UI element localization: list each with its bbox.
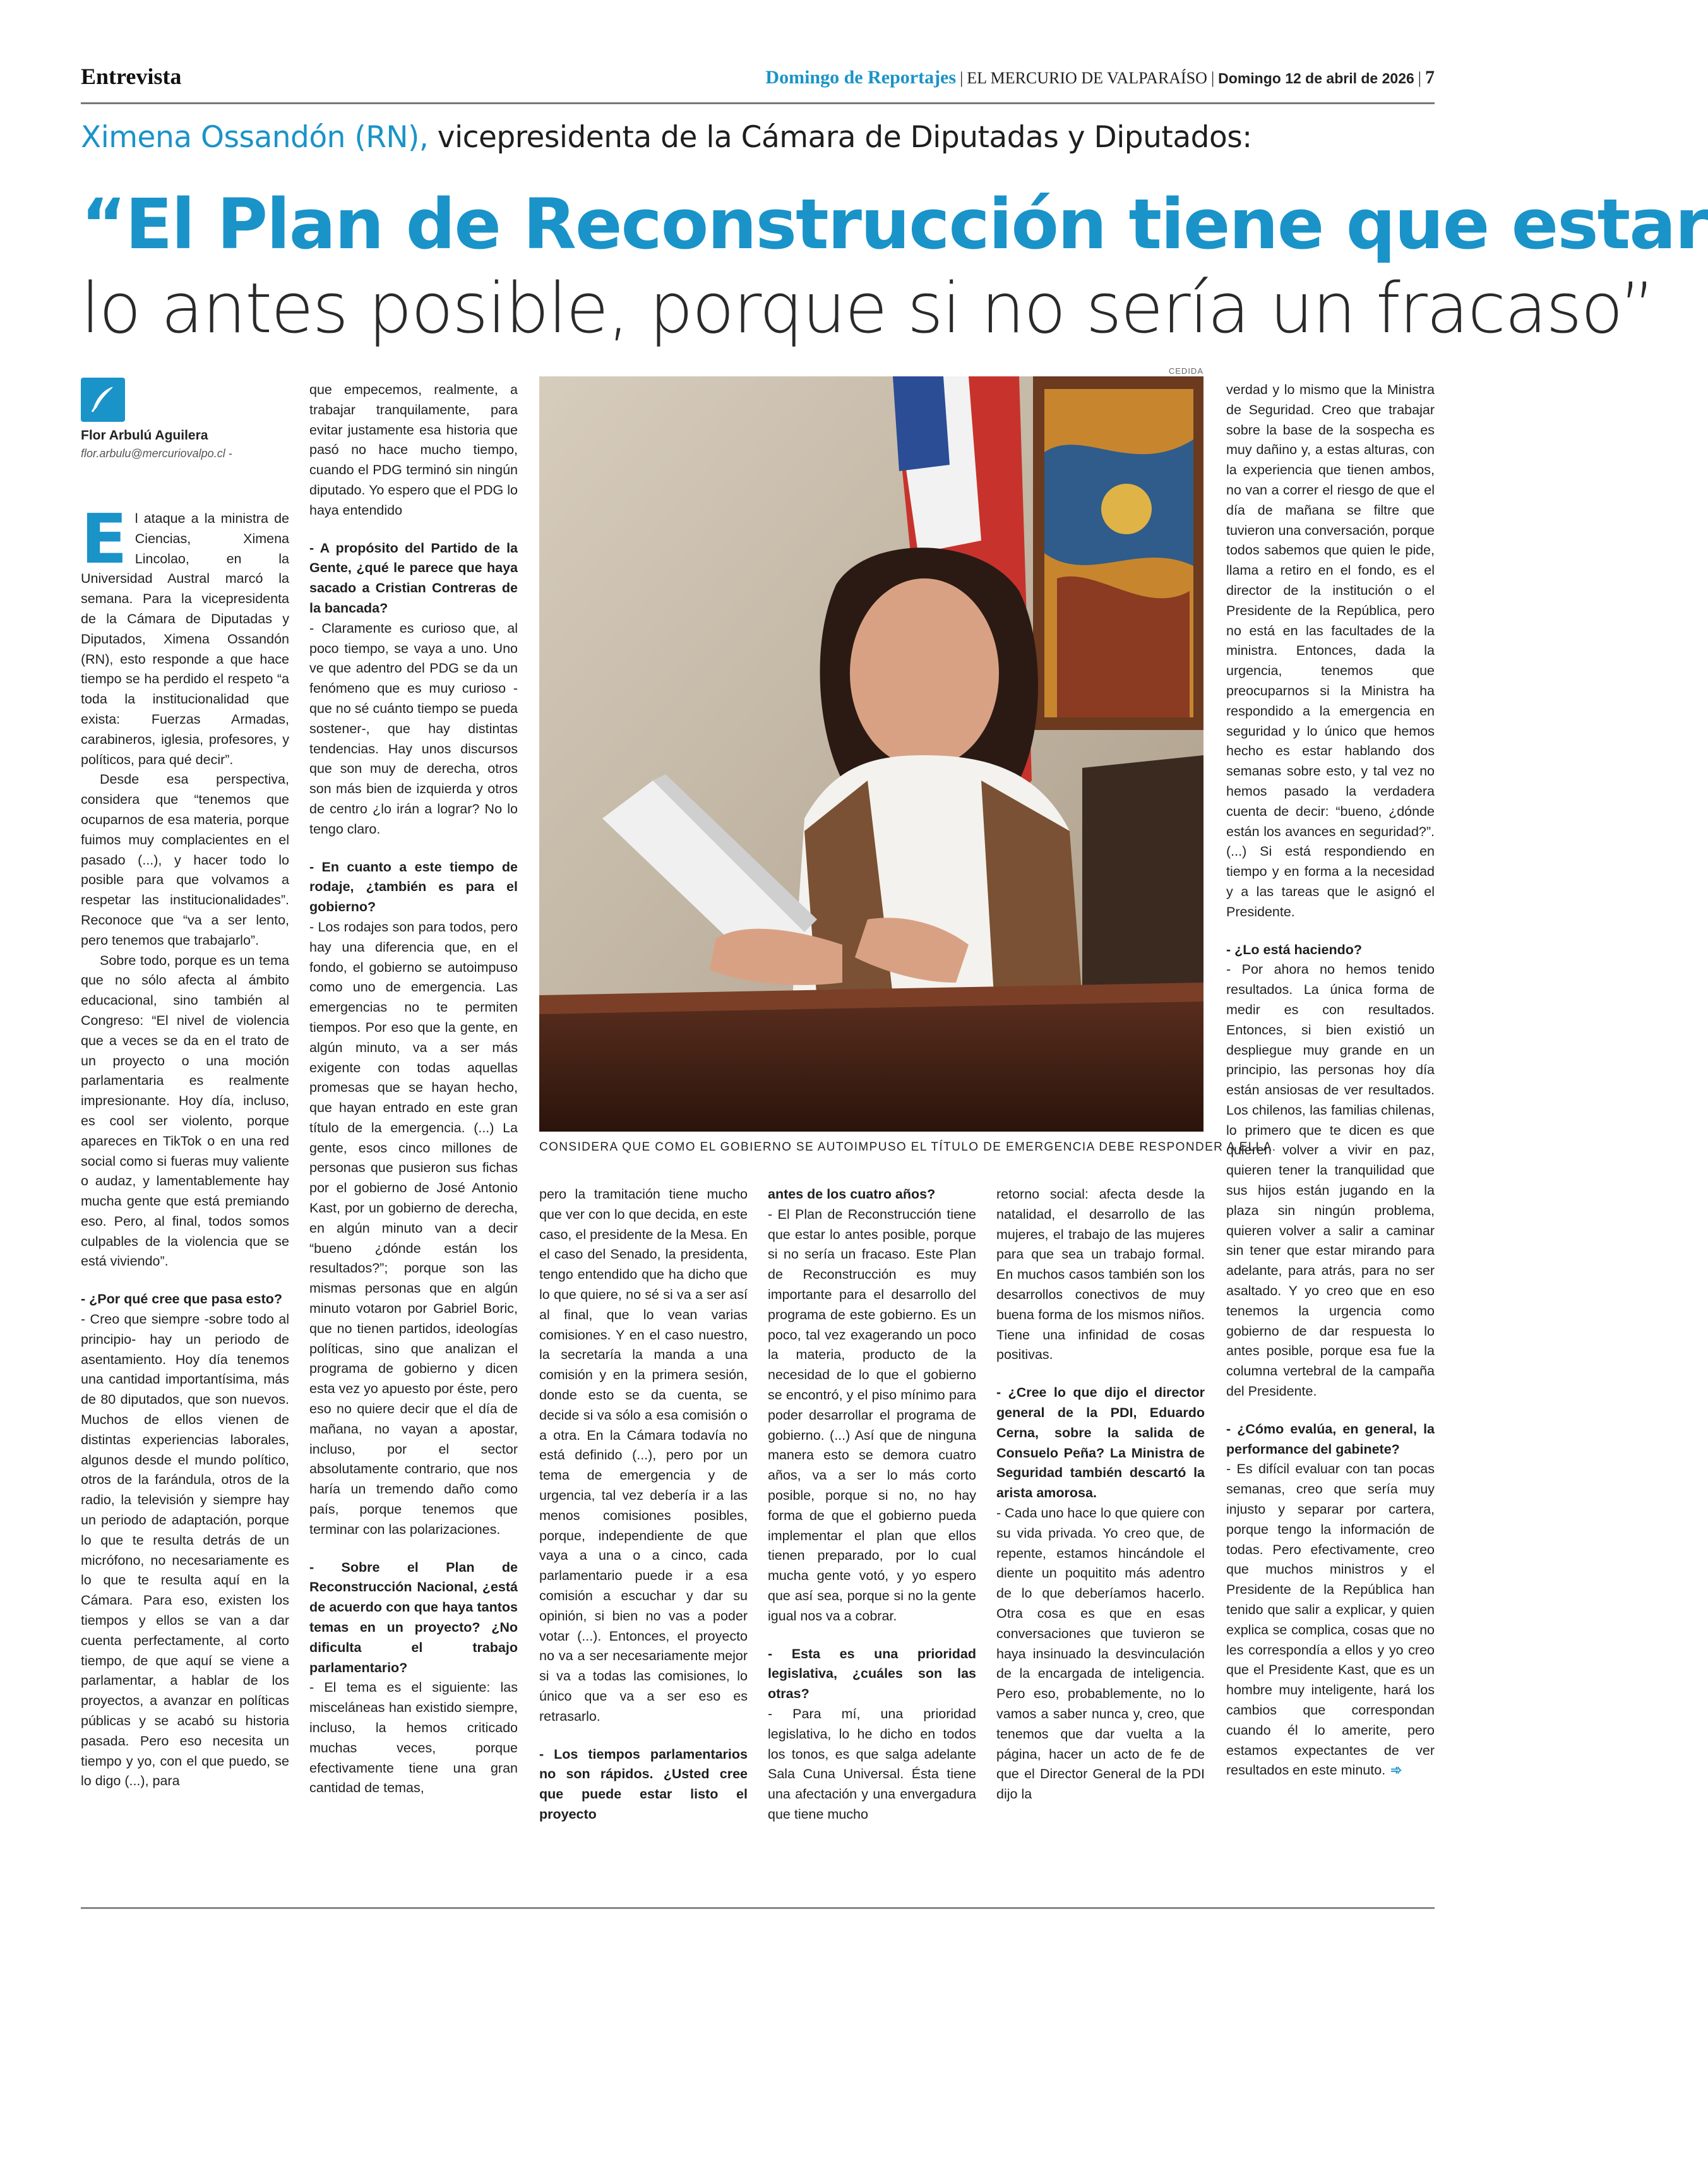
page-number: 7 (1425, 67, 1435, 88)
headline (81, 183, 1708, 351)
interview-question: - Esta es una prioridad legislativa, ¿cuáles son las otras? (768, 1646, 976, 1702)
end-arrow-icon: ➾ (1390, 1762, 1402, 1778)
interview-answer (1226, 1459, 1435, 1781)
article-column-4 (768, 1185, 976, 1825)
headline-line-1: “El Plan de Reconstrucción tiene que estar (81, 184, 1708, 265)
footer-rule (81, 1907, 1435, 1909)
interview-question: - ¿Cree lo que dijo el director general de la PDI, Eduardo Cerna, sobre la salida de Consuelo Peña? La Ministra de Seguridad también descartó la arista amorosa. (996, 1385, 1205, 1501)
interview-answer: - Creo que siempre -sobre todo al principio- hay un periodo de asentamiento. Hoy día tenemos una cantidad importantísima, más de 80 diputados, que son nuevos. Muchos de ellos vienen de distintas experiencias laborales, algunos desde el mundo político, otros de la farándula, otros de la radio, la televisión y siempre hay un periodo de adaptación, porque lo que te resulta detrás de un micrófono, no necesariamente es lo que te resulta aquí en la Cámara. Para eso, existen los tiempos y ellos se van a dar cuenta perfectamente, al corto tiempo, de que aquí se viene a parlamentar, a hablar de los proyectos, a avanzar en políticas públicas y se acabó su historia pasada. Pero eso necesita un tiempo y yo, con el que puedo, se lo digo (...), para (81, 1312, 289, 1789)
paragraph: retorno social: afecta desde la natalidad, el desarrollo de las mujeres, el trabajo de las mujeres para que sea un trabajo formal. En muchos casos también son los desarrollos conectivos de muy buena forma de los mismos niños. Tiene una infinidad de cosas positivas. (996, 1187, 1205, 1363)
article-column-3 (539, 1185, 748, 1825)
portrait-illustration (539, 376, 1203, 1132)
interview-answer: - El tema es el siguiente: las misceláneas han existido siempre, incluso, la hemos criticado muchas veces, porque efectivamente tiene una gran cantidad de temas, (309, 1680, 518, 1796)
author-email[interactable]: flor.arbulu@mercuriovalpo.cl - (81, 447, 232, 460)
answer-text: - Es difícil evaluar con tan pocas semanas, creo que sería muy injusto y separar por cartera, porque tengo la información de todas. Pero efectivamente, creo que muchos ministros y el Presidente de la República han tenido que salir a explicar, y quien explica se complica, cosas que no les correspondía a ellos y yo creo que el Presidente Kast, que es un hombre muy inteligente, hará los cambios que correspondan cuando él lo amerite, pero estamos expectantes de ver resultados en este minuto. (1226, 1461, 1435, 1778)
interview-answer: - Los rodajes son para todos, pero hay una diferencia que, en el fondo, el gobierno se autoimpuso como uno de emergencia. Las emergencias no te permiten tiempos. Por eso que la gente, en algún minuto, va a ser más exigente con todas aquellas promesas que se hayan hecho, que hayan entrado en este gran título de la emergencia. (...) La gente, esos cinco millones de personas que pusieron sus fichas por el gobierno de José Antonio Kast, por un gobierno de derecha, en algún minuto van a decir “bueno ¿dónde están los resultados?”; porque son las mismas personas que en algún minuto votaron por Gabriel Boric, que no tienen partidos, ideologías políticas, sino que analizan el programa de gobierno y dicen esta vez yo apuesto por éste, pero eso no quiere decir que el día de mañana, no vayan a apostar, incluso, por el sector absolutamente contrario, que nos haría un tremendo daño como país, porque tenemos que terminar con las polarizaciones. (309, 919, 518, 1537)
article-column-1 (81, 500, 289, 1792)
kicker-name: Ximena Ossandón (RN), (81, 120, 429, 155)
paragraph: l ataque a la ministra de Ciencias, Ximena Lincolao, en la Universidad Austral marcó la semana. Para la vicepresidenta de la Cámara de Diputadas y Diputados, Ximena Ossandón (RN), esto responde a que hace tiempo se ha perdido el respeto “a toda la institucionalidad que exista: Fuerzas Armadas, carabineros, iglesia, profesores, y políticos, para qué decir”. (81, 511, 289, 767)
paragraph: que empecemos, realmente, a trabajar tranquilamente, para evitar justamente esa historia que pasó no hace mucho tiempo, cuando el PDG terminó sin ningún diputado. Yo espero que el PDG lo haya entendido (309, 382, 518, 518)
interview-question: - Sobre el Plan de Reconstrucción Nacional, ¿está de acuerdo con que haya tantos temas en un proyecto? ¿No dificulta el trabajo parlamentario? (309, 1559, 518, 1675)
section-label: Entrevista (81, 64, 182, 89)
article-column-5 (996, 1185, 1205, 1805)
interview-question: antes de los cuatro años? (768, 1187, 936, 1202)
interview-question: - ¿Lo está haciendo? (1226, 942, 1363, 957)
separator: | (1210, 69, 1215, 87)
page-header (81, 61, 1435, 99)
separator: | (1418, 69, 1421, 87)
article-column-2 (309, 380, 518, 1798)
portrait-photo (539, 376, 1203, 1132)
photo-caption: CONSIDERA QUE COMO EL GOBIERNO SE AUTOIMPUSO EL TÍTULO DE EMERGENCIA DEBE RESPONDER A ELLA. (539, 1140, 1277, 1154)
paragraph: pero la tramitación tiene mucho que ver con lo que decida, en este caso, el presidente de la Mesa. En el caso del Senado, la presidenta, tengo entendido que ha dicho que lo que quiere, no sé si va a ser así al final, que lo vean varias comisiones. Y en el caso nuestro, la secretaría la manda a una comisión y en la primera sesión, donde esto se da cuenta, se decide si va sólo a esa comisión o a otra. En la Cámara todavía no está definido (...), pero por un tema de emergencia y de urgencia, tal vez debería ir a las menos comisiones posibles, porque, independiente de que vaya a una o a cinco, cada parlamentario puede ir a esa comisión a escuchar y dar su opinión, si bien no vas a poder votar (...). Entonces, el proyecto no va a ser necesariamente mejor si va a todas las comisiones, lo único que va a ser eso es retrasarlo. (539, 1187, 748, 1724)
interview-question: - En cuanto a este tiempo de rodaje, ¿también es para el gobierno? (309, 859, 518, 915)
headline-line-2: lo antes posible, porque si no sería un fracaso” (81, 268, 1654, 349)
paragraph: verdad y lo mismo que la Ministra de Seguridad. Creo que trabajar sobre la base de la sospecha es muy dañino y, a estas alturas, con la experiencia que tienen ambos, no van a correr el riesgo de que el día de mañana se filtre que tuvieron una conversación, porque todos sabemos que quien le pide, llama a retiro en el fondo, es el director de la institución o el Presidente de la República, pero no está en las facultades de la ministra. Entonces, dada la urgencia, tenemos que preocuparnos si la Ministra ha respondido a la emergencia en seguridad y lo único que hemos hecho es estar hablando dos semanas sobre esto, y tal vez no hemos pasado la verdadera cuenta de decir: “bueno, ¿dónde están los avances en seguridad?”. (...) Si está respondiendo en tiempo y en forma a la necesidad y a las tareas que le asignó el Presidente. (1226, 382, 1435, 919)
interview-answer: - Claramente es curioso que, al poco tiempo, se vaya a uno. Uno ve que adentro del PDG se da un fenómeno que es muy curioso - que no sé cuánto tiempo se pueda sostener-, que hay distintas tendencias. Hay unos discursos que son muy de derecha, otros son más bien de izquierda y otros de centro ¿lo irán a lograr? No lo tengo claro. (309, 620, 518, 837)
masthead (765, 67, 1435, 88)
header-rule (81, 102, 1435, 104)
photo-credit: CEDIDA (1168, 366, 1203, 376)
interview-question: - ¿Cómo evalúa, en general, la performance del gabinete? (1226, 1421, 1435, 1457)
brand-name: Domingo de Reportajes (765, 67, 957, 88)
separator: | (960, 69, 964, 87)
issue-date: Domingo 12 de abril de 2026 (1218, 70, 1414, 87)
interview-question: - Los tiempos parlamentarios no son rápidos. ¿Usted cree que puede estar listo el proyecto (539, 1746, 748, 1822)
kicker (81, 120, 1252, 155)
article-column-6 (1226, 380, 1435, 1781)
paragraph: Desde esa perspectiva, considera que “tenemos que ocuparnos de esa materia, porque fuimos muy complacientes en el pasado (...), y hacer todo lo posible para que volvamos a respetar las institucionalidades”. Reconoce que “va a ser lento, pero tenemos que trabajarlo”. (81, 772, 289, 948)
interview-answer: - Por ahora no hemos tenido resultados. La única forma de medir es con resultados. Entonces, si bien existió un despliegue muy grande en un principio, las personas hoy día están ansiosas de ver resultados. Los chilenos, las familias chilenas, lo primero que te dicen es que quieren volver a vivir en paz, quieren tener la tranquilidad que sus hijos están jugando en la plaza sin ningún problema, quieren volver a salir a caminar sin tener que estar mirando para adelante, para atrás, para no ser asaltado. Y yo creo que en eso tenemos la urgencia como gobierno de dar respuesta lo antes posible, porque esa fue la columna vertebral de la campaña del Presidente. (1226, 962, 1435, 1399)
interview-answer: - Para mí, una prioridad legislativa, lo he dicho en todos los tonos, es que salga adelante Sala Cuna Universal. Ésta tiene una afectación y una envergadura que tiene mucho (768, 1706, 976, 1822)
kicker-role: vicepresidenta de la Cámara de Diputadas y Diputados: (437, 120, 1252, 155)
interview-question: - A propósito del Partido de la Gente, ¿qué le parece que haya sacado a Cristian Contreras de la bancada? (309, 540, 518, 616)
interview-answer: - El Plan de Reconstrucción tiene que estar lo antes posible, porque si no sería un fracaso. Este Plan de Reconstrucción es muy importante para el desarrollo del programa de este gobierno. Es un poco, tal vez exagerando un poco la materia, producto de la necesidad de lo que el gobierno se encontró, y el piso mínimo para poder desarrollar el programa de gobierno. (...) Así que de ninguna manera esto se demora cuatro años, va a ser lo más corto posible, porque si no, no hay forma de que el gobierno pueda implementar el plan que ellos tienen preparado, por lo cual mucha gente votó, y yo espero que así sea, porque si no la gente igual nos va a cobrar. (768, 1206, 976, 1624)
drop-cap: E (81, 500, 128, 579)
byline (81, 378, 289, 460)
author-name: Flor Arbulú Aguilera (81, 428, 208, 443)
paper-name: EL MERCURIO DE VALPARAÍSO (967, 69, 1207, 87)
interview-question: - ¿Por qué cree que pasa esto? (81, 1291, 283, 1307)
interview-answer: - Cada uno hace lo que quiere con su vida privada. Yo creo que, de repente, estamos hincándole el diente un poquitito más adentro de lo que deberíamos hacerlo. Otra cosa es que en esas conversaciones que tuvieron se haya insinuado la desvinculación de la encargada de inteligencia. Pero eso, probablemente, no lo vamos a saber nunca y, creo, que tenemos que dar vuelta a la página, hacer un acto de fe de que el Director General de la PDI dijo la (996, 1505, 1205, 1802)
feather-pen-icon (81, 378, 125, 422)
paragraph: Sobre todo, porque es un tema que no sólo afecta al ámbito educacional, sino también al Congreso: “El nivel de violencia que a veces se da en el trato de un proyecto o una moción parlamentaria es realmente impresionante. Hoy día, incluso, es cool ser violento, porque apareces en TikTok o en una red social como si fueras muy valiente o audaz, y lamentablemente hay mucha gente que está premiando eso. Pero, al final, todos somos culpables de la violencia que se está viviendo”. (81, 952, 289, 1269)
